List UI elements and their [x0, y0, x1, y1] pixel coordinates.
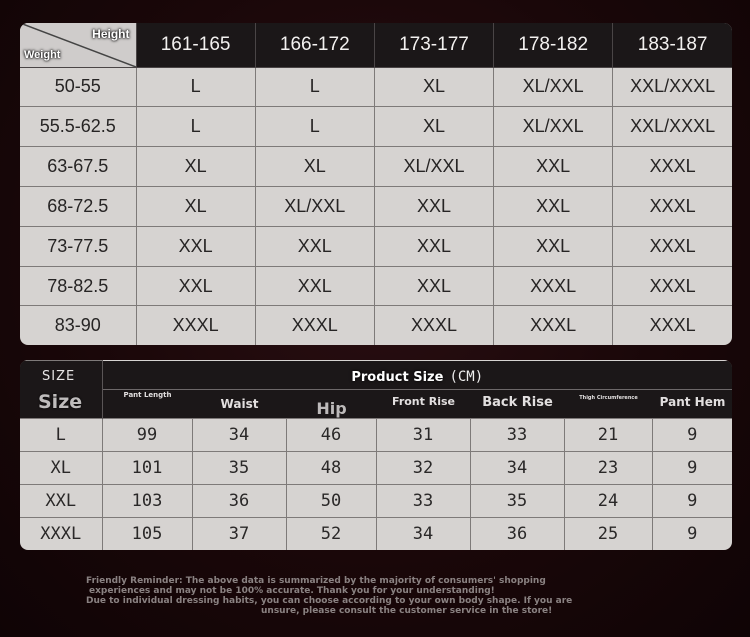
size-cell: XXXL	[613, 306, 732, 345]
measurement-cell: 9	[652, 518, 732, 550]
product-size-row	[20, 485, 732, 518]
size-cell: XXXL	[494, 266, 613, 306]
size-cell: XL	[374, 107, 493, 147]
size-cell: XXL	[255, 266, 374, 306]
size-cell: XL	[255, 147, 374, 187]
weight-range-cell: 73-77.5	[20, 226, 136, 266]
measurement-cell: 105	[102, 518, 192, 550]
size-cell: XXL	[255, 226, 374, 266]
measurement-cell: 21	[564, 419, 652, 452]
size-cell: XXL	[374, 186, 493, 226]
measurement-cell: 34	[376, 518, 470, 550]
weight-corner-label: Weight	[24, 48, 61, 61]
measurement-cell: 24	[564, 485, 652, 518]
measurement-cell: 37	[192, 518, 286, 550]
size-cell: L	[136, 67, 255, 107]
measurement-cell: 36	[192, 485, 286, 518]
measurement-cell: 25	[564, 518, 652, 550]
measurement-cell: 34	[192, 419, 286, 452]
measurement-cell: 33	[470, 419, 564, 452]
col-hip: Hip	[316, 398, 347, 418]
measurement-cell: 9	[652, 419, 732, 452]
size-label-large: Size	[38, 391, 83, 413]
weight-row	[20, 147, 732, 187]
size-name-cell: XXL	[20, 485, 102, 518]
size-cell: XL	[374, 67, 493, 107]
measurement-cell: 34	[470, 452, 564, 485]
measurement-cell: 31	[376, 419, 470, 452]
size-cell: XXXL	[374, 306, 493, 345]
size-cell: XXL	[494, 147, 613, 187]
size-header-cell	[20, 361, 102, 419]
product-size-table	[20, 360, 732, 550]
size-cell: XL/XXL	[255, 186, 374, 226]
col-thigh-circumference: Thigh Circumference	[579, 394, 638, 401]
col-front-rise: Front Rise	[392, 394, 455, 408]
product-size-title-text: Product Size	[351, 369, 444, 385]
size-cell: XXL	[374, 266, 493, 306]
col-waist: Waist	[220, 396, 259, 411]
col-back-rise: Back Rise	[482, 394, 553, 410]
size-name-cell: L	[20, 419, 102, 452]
weight-row	[20, 107, 732, 147]
size-cell: XXXL	[136, 306, 255, 345]
size-cell: XL/XXL	[494, 107, 613, 147]
size-name-cell: XXXL	[20, 518, 102, 550]
friendly-reminder	[86, 576, 616, 616]
measurement-cell: 32	[376, 452, 470, 485]
measurement-cell: 103	[102, 485, 192, 518]
weight-row	[20, 67, 732, 107]
weight-range-cell: 63-67.5	[20, 147, 136, 187]
measurement-cell: 50	[286, 485, 376, 518]
weight-row	[20, 306, 732, 345]
size-cell: XXL	[494, 226, 613, 266]
unit-label: (CM)	[449, 368, 484, 385]
measurement-cell: 52	[286, 518, 376, 550]
col-pant-hem: Pant Hem	[659, 394, 726, 409]
size-cell: XL	[136, 147, 255, 187]
measurement-cell: 35	[192, 452, 286, 485]
measurement-cell: 9	[652, 452, 732, 485]
reminder-line: unsure, please consult the customer service in the store!	[261, 606, 553, 616]
size-cell: XXL	[136, 226, 255, 266]
height-range-header: 178-182	[494, 23, 613, 67]
header-divider	[103, 389, 733, 390]
height-range-header: 161-165	[136, 23, 255, 67]
size-cell: XXL	[136, 266, 255, 306]
weight-range-cell: 68-72.5	[20, 186, 136, 226]
height-range-header: 166-172	[255, 23, 374, 67]
product-size-header-row	[20, 361, 732, 419]
product-size-title	[103, 369, 733, 385]
size-name-cell: XL	[20, 452, 102, 485]
weight-row	[20, 226, 732, 266]
measurement-cell: 48	[286, 452, 376, 485]
product-size-row	[20, 419, 732, 452]
size-cell: XXL/XXXL	[613, 67, 732, 107]
reminder-line: experiences and may not be 100% accurate. Thank you for your understanding!	[89, 586, 495, 596]
size-cell: XXL/XXXL	[613, 107, 732, 147]
size-cell: XL/XXL	[494, 67, 613, 107]
size-cell: XXXL	[613, 147, 732, 187]
size-cell: L	[255, 67, 374, 107]
weight-height-size-table	[20, 23, 732, 345]
size-cell: XL/XXL	[374, 147, 493, 187]
measurement-cell: 99	[102, 419, 192, 452]
weight-range-cell: 78-82.5	[20, 266, 136, 306]
weight-range-cell: 83-90	[20, 306, 136, 345]
measurement-cell: 36	[470, 518, 564, 550]
size-label-small: SIZE	[42, 369, 76, 384]
size-cell: XXL	[494, 186, 613, 226]
size-cell: XXXL	[255, 306, 374, 345]
weight-range-cell: 50-55	[20, 67, 136, 107]
size-cell: XXL	[374, 226, 493, 266]
size-cell: XXXL	[613, 266, 732, 306]
height-range-header: 173-177	[374, 23, 493, 67]
measurement-cell: 101	[102, 452, 192, 485]
measurement-cell: 46	[286, 419, 376, 452]
size-cell: XL	[136, 186, 255, 226]
size-cell: L	[255, 107, 374, 147]
measurement-cell: 33	[376, 485, 470, 518]
corner-cell	[20, 23, 136, 67]
weight-row	[20, 186, 732, 226]
product-size-row	[20, 518, 732, 550]
reminder-line: Friendly Reminder: The above data is summarized by the majority of consumers' shopping	[86, 576, 546, 586]
product-size-row	[20, 452, 732, 485]
weight-row	[20, 266, 732, 306]
measurement-header	[102, 361, 732, 419]
height-corner-label: Height	[92, 27, 130, 41]
size-cell: L	[136, 107, 255, 147]
size-cell: XXXL	[613, 226, 732, 266]
weight-range-cell: 55.5-62.5	[20, 107, 136, 147]
measurement-cell: 35	[470, 485, 564, 518]
reminder-line: Due to individual dressing habits, you can choose according to your own body shape. If you are	[86, 596, 573, 606]
measurement-cell: 9	[652, 485, 732, 518]
height-range-header: 183-187	[613, 23, 732, 67]
measurement-cell: 23	[564, 452, 652, 485]
col-pant-length: Pant Length	[123, 390, 172, 399]
size-cell: XXXL	[494, 306, 613, 345]
size-cell: XXXL	[613, 186, 732, 226]
height-header-row	[20, 23, 732, 67]
